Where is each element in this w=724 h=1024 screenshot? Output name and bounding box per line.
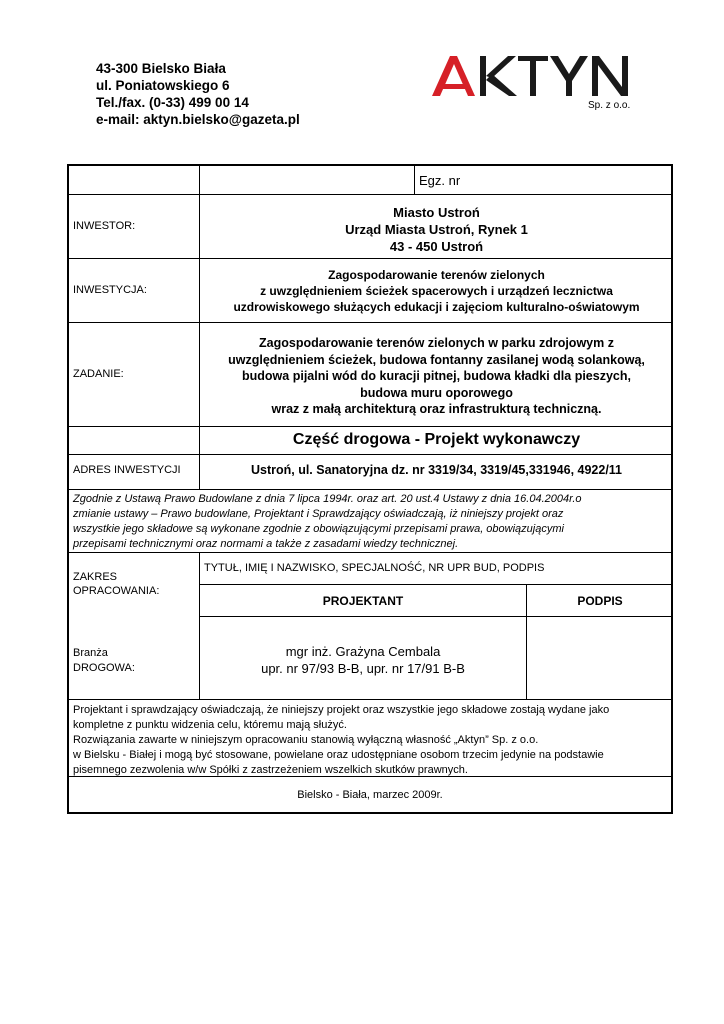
row-divider — [69, 322, 671, 323]
row-divider — [69, 426, 671, 427]
statement-line: w Bielsku - Białej i mogą być stosowane, powielane oraz udostępniane osobom trzecim jedynie na podstawie — [73, 749, 604, 761]
company-address — [96, 60, 300, 128]
branch-label-line: DROGOWA: — [73, 662, 135, 674]
statement-line: Rozwiązania zawarte w niniejszym opracowaniu stanowią wyłączną własność „Aktyn” Sp. z o.o. — [73, 734, 539, 746]
row-divider — [69, 699, 671, 700]
investment-label: INWESTYCJA: — [73, 284, 147, 296]
row-divider — [69, 194, 671, 195]
address-line: ul. Poniatowskiego 6 — [96, 78, 230, 93]
legal-line: przepisami technicznymi oraz normami a także z zasadami wiedzy technicznej. — [73, 538, 459, 550]
address-line: 43-300 Bielsko Biała — [96, 61, 226, 76]
statement-line: kompletne z punktu widzenia celu, któremu mają służyć. — [73, 719, 347, 731]
task-label: ZADANIE: — [73, 368, 124, 380]
investor-line: Miasto Ustroń — [393, 205, 480, 220]
signature-cell — [527, 617, 673, 699]
scope-label-line: OPRACOWANIA: — [73, 585, 160, 597]
address-label: ADRES INWESTYCJI — [73, 464, 181, 476]
task-line: budowa pijalni wód do kuracji pitnej, budowa kładki dla pieszych, — [242, 369, 631, 383]
row-divider — [69, 552, 671, 553]
title-page-table — [67, 164, 673, 814]
investment-line: Zagospodarowanie terenów zielonych — [328, 268, 545, 282]
statement-line: Projektant i sprawdzający oświadczają, że niniejszy projekt oraz wszystkie jego składowe zostają wydane jako — [73, 704, 610, 716]
branch-label-line: Branża — [73, 647, 108, 659]
investor-label: INWESTOR: — [73, 220, 136, 232]
address-value: Ustroń, ul. Sanatoryjna dz. nr 3319/34, 3319/45,331946, 4922/11 — [250, 463, 623, 477]
scope-label — [73, 570, 159, 598]
task-line: budowa muru oporowego — [360, 385, 513, 400]
phone-line: Tel./fax. (0-33) 499 00 14 — [96, 95, 249, 110]
place-date: Bielsko - Biała, marzec 2009r. — [297, 789, 443, 801]
signature-column-header: PODPIS — [577, 594, 623, 608]
task-line: Zagospodarowanie terenów zielonych w parku zdrojowym z — [259, 336, 614, 350]
copy-number-label: Egz. nr — [419, 173, 461, 188]
row-divider — [69, 454, 671, 455]
task-value — [200, 335, 673, 418]
column-divider — [414, 166, 415, 194]
investor-value — [200, 204, 673, 255]
investment-line: z uwzględnieniem ścieżek spacerowych i urządzeń lecznictwa — [260, 284, 613, 298]
scope-header: TYTUŁ, IMIĘ I NAZWISKO, SPECJALNOŚĆ, NR UPR BUD, PODPIS — [204, 562, 545, 574]
row-divider — [199, 584, 671, 585]
investment-value — [200, 267, 673, 315]
ownership-statement — [73, 703, 667, 778]
logo-suffix: Sp. z o.o. — [588, 100, 631, 111]
legal-line: wszystkie jego składowe są wykonane zgodnie z obowiązującymi przepisami prawa, obowiązującymi — [73, 523, 564, 535]
task-line: uwzględnieniem ścieżek, budowa fontanny zasilanej wodą solankową, — [228, 352, 645, 367]
part-title: Część drogowa - Projekt wykonawczy — [292, 431, 581, 448]
task-line: wraz z małą architekturą oraz infrastrukturą techniczną. — [271, 402, 602, 416]
investment-line: uzdrowiskowego służących edukacji i zajęciom kulturalno-oświatowym — [233, 300, 640, 314]
email-line: e-mail: aktyn.bielsko@gazeta.pl — [96, 112, 300, 127]
legal-line: Zgodnie z Ustawą Prawo Budowlane z dnia 7 lipca 1994r. oraz art. 20 ust.4 Ustawy z dnia 16.04.2004r.o — [73, 493, 582, 505]
legal-statement — [73, 492, 667, 552]
designer-name: mgr inż. Grażyna Cembala — [285, 644, 441, 659]
designer-licenses: upr. nr 97/93 B-B, upr. nr 17/91 B-B — [261, 661, 465, 676]
investor-line: 43 - 450 Ustroń — [389, 239, 484, 254]
row-divider — [69, 258, 671, 259]
investor-line: Urząd Miasta Ustroń, Rynek 1 — [345, 222, 528, 237]
row-divider — [69, 489, 671, 490]
legal-line: zmianie ustawy – Prawo budowlane, Projektant i Sprawdzający oświadczają, iż niniejszy projekt oraz — [73, 508, 564, 520]
scope-label-line: ZAKRES — [73, 571, 118, 583]
branch-label — [73, 646, 135, 676]
designer-info — [200, 643, 526, 677]
statement-line: pisemnego zezwolenia w/w Spółki z zastrzeżeniem wszelkich skutków prawnych. — [73, 764, 468, 776]
designer-column-header: PROJEKTANT — [322, 594, 404, 608]
